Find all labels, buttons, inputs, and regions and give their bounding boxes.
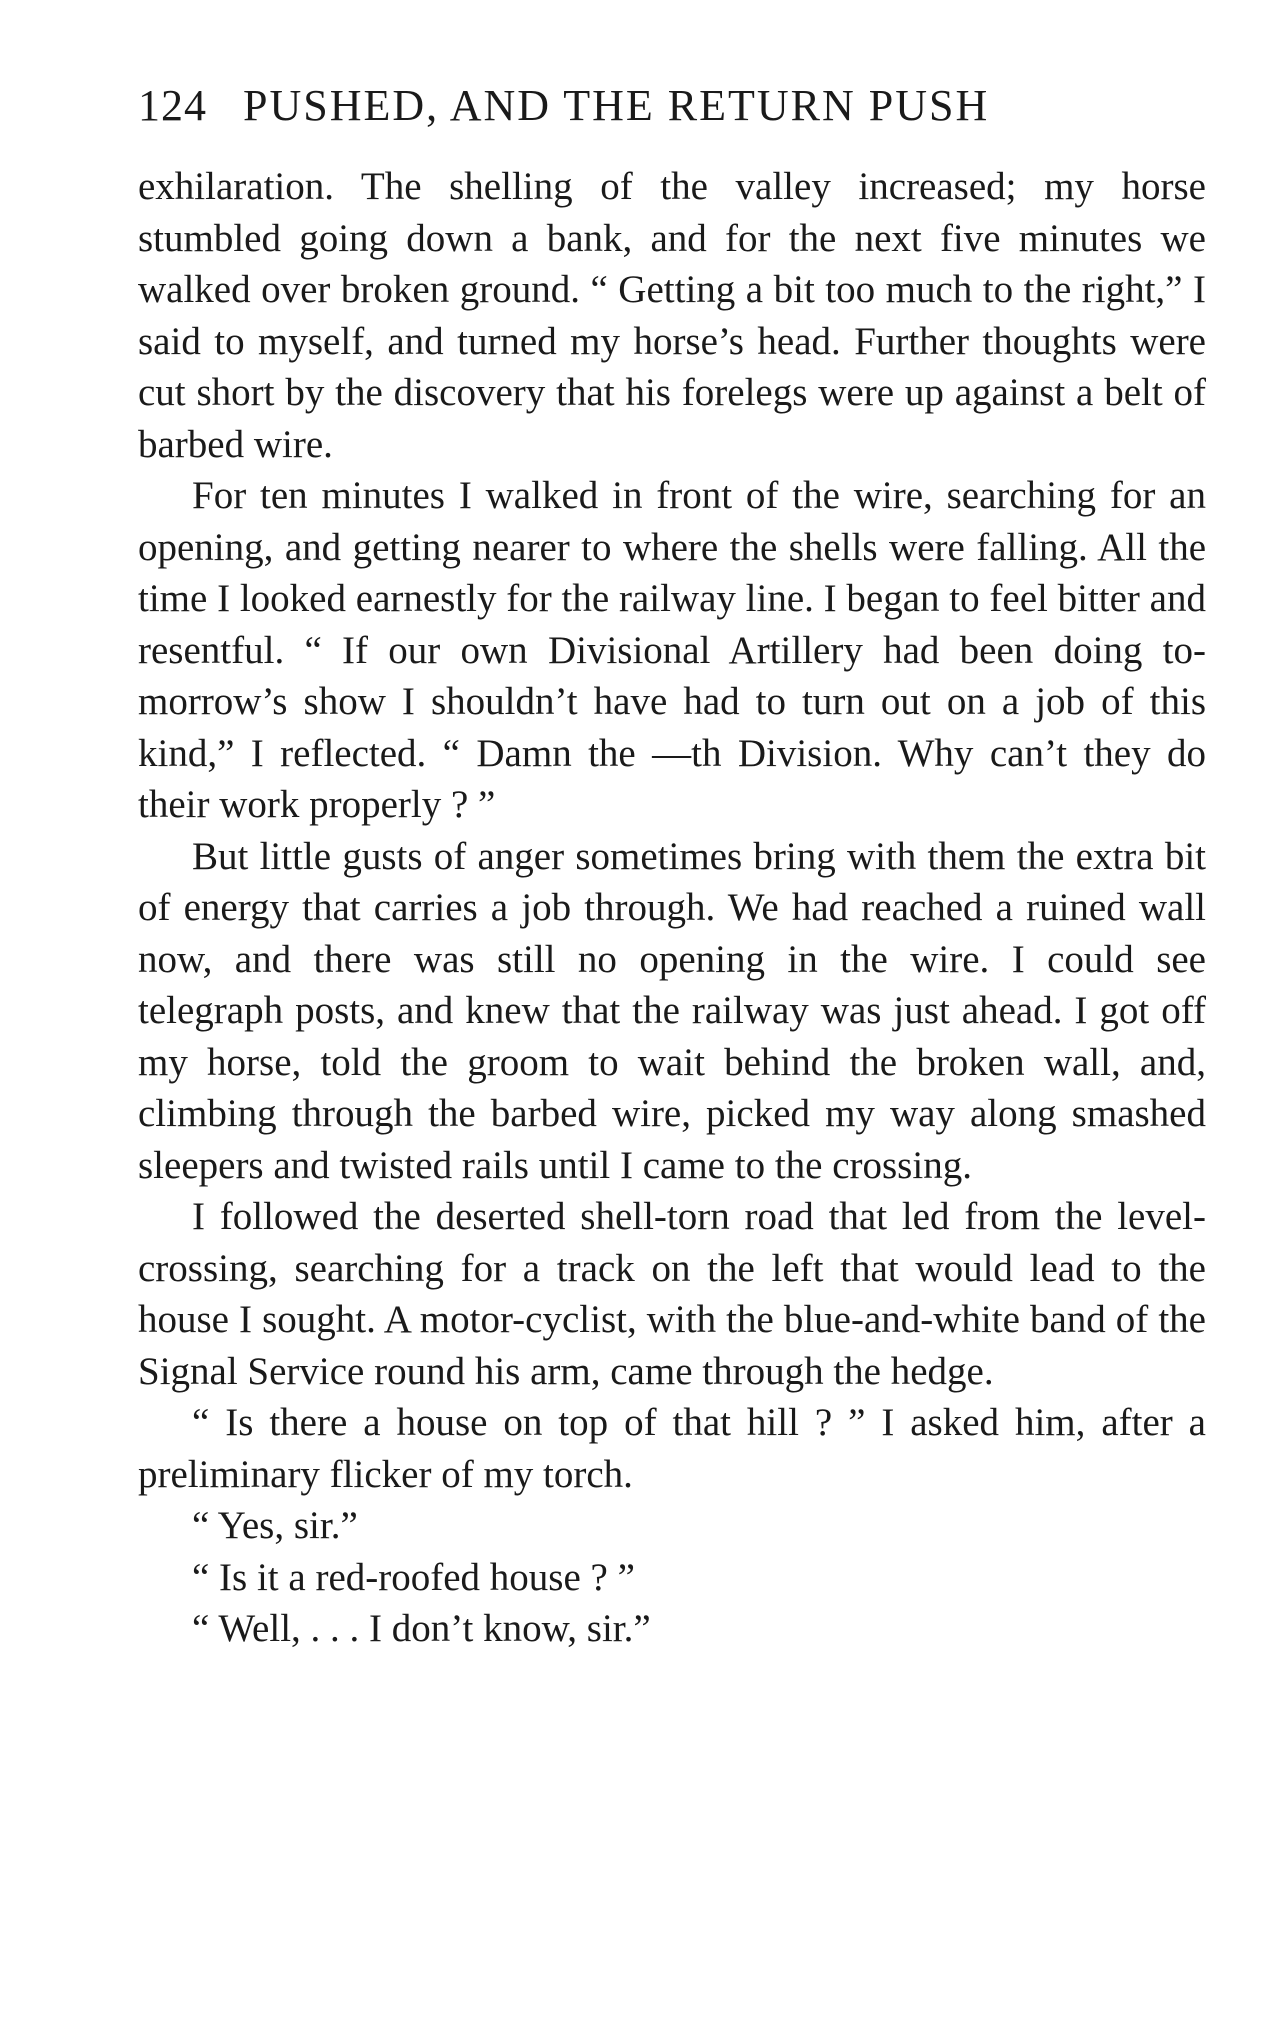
paragraph: But little gusts of anger sometimes bring with them the extra bit of energy that carries a job through. We had reached a ruined wall now, and there was still no opening in the wire. I could see telegraph posts, and knew that the railway was just ahead. I got off my horse, told the groom to wait behind the broken wall, and, climbing through the barbed wire, picked my way along smashed sleepers and twisted rails until I came to the crossing. <box>138 834 1206 1187</box>
paragraph: For ten minutes I walked in front of the wire, searching for an opening, and getting nearer to where the shells were falling. All the time I looked earnestly for the railway line. I began to feel bitter and resentful. “ If our own Divisional Artillery had been doing to-morrow’s show I shouldn’t have had to turn out on a job of this kind,” I reflected. “ Damn the —th Division. Why can’t they do their work properly ? ” <box>138 474 1206 826</box>
paragraph: exhilaration. The shelling of the valley increased; my horse stumbled going down a bank, and for the next five minutes we walked over broken ground. “ Getting a bit too much to the right,” I said to myself, and turned my horse’s head. Further thoughts were cut short by the discovery that his forelegs were up against a belt of barbed wire. <box>138 165 1206 466</box>
book-page <box>138 80 1206 1655</box>
paragraph: “ Is it a red-roofed house ? ” <box>192 1555 635 1599</box>
paragraph: “ Well, . . . I don’t know, sir.” <box>192 1607 651 1650</box>
page-number: 124 <box>138 81 207 130</box>
running-head <box>138 80 1206 131</box>
paragraph: “ Is there a house on top of that hill ? ” I asked him, after a preliminary flicker of my torch. <box>138 1401 1206 1496</box>
body-text <box>138 161 1206 1655</box>
paragraph: “ Yes, sir.” <box>192 1504 358 1547</box>
page-title: PUSHED, AND THE RETURN PUSH <box>243 81 990 130</box>
paragraph: I followed the deserted shell-torn road that led from the level-crossing, searching for a track on the left that would lead to the house I sought. A motor-cyclist, with the blue-and-white band of the Signal Service round his arm, came through the hedge. <box>138 1195 1206 1393</box>
